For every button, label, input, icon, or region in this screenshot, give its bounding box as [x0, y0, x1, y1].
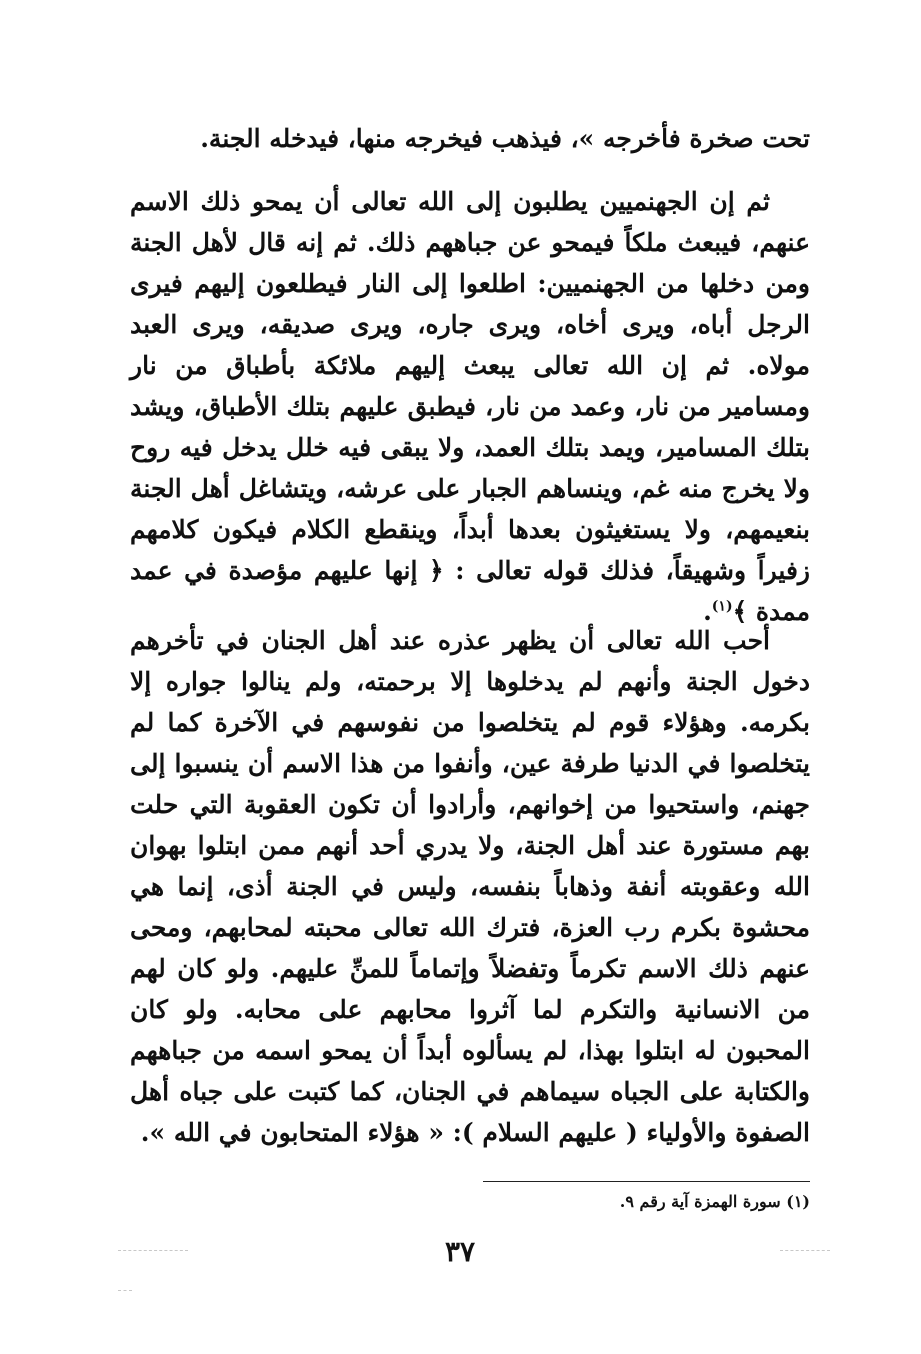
continued-line	[130, 118, 810, 159]
paragraph-1-body: ثم إن الجهنميين يطلبون إلى الله تعالى أن يمحو ذلك الاسم عنهم، فيبعث ملكاً فيمحو عن جباههم ذلك. ثم إنه قال لأهل الجنة ومن دخلها من الجهنميين: اطلعوا إلى النار فيطلعون إليهم فيرى الرجل أباه، ويرى أخاه، ويرى جاره، ويرى صديقه، ويرى العبد مولاه. ثم إن الله تعالى يبعث إليهم ملائكة بأطباق من نار ومسامير من نار، وعمد من نار، فيطبق عليهم بتلك الأطباق، ويشد بتلك المسامير، ويمد بتلك العمد، ولا يبقى فيه خلل يدخل فيه روح ولا يخرج منه غم، وينساهم الجبار على عرشه، ويتشاغل أهل الجنة بنعيمهم، ولا يستغيثون بعدها أبداً، وينقطع الكلام فيكون كلامهم زفيراً وشهيقاً، فذلك قوله تعالى :	[130, 187, 810, 585]
page-number: ٣٧	[444, 1235, 476, 1268]
footnote-divider	[483, 1181, 810, 1182]
paragraph-2-text: أحب الله تعالى أن يظهر عذره عند أهل الجنان في تأخرهم دخول الجنة وأنهم لم يدخلوها إلا برحمته، ولم ينالوا جواره إلا بكرمه. وهؤلاء قوم لم يتخلصوا من نفوسهم في الآخرة كما لم يتخلصوا في الدنيا طرفة عين، وأنفوا من هذا الاسم أن ينسبوا إلى جهنم، واستحيوا من إخوانهم، وأرادوا أن تكون العقوبة التي حلت بهم مستورة عند أهل الجنة، ولا يدري أحد أنهم ممن ابتلوا بهوان الله وعقوبته أنفة وذهاباً بنفسه، وليس في الجنة أذى، إنما هي محشوة بكرم رب العزة، فترك الله تعالى محبته لمحابهم، ومحى عنهم ذلك الاسم تكرماً وتفضلاً وإتماماً للمنِّ عليهم. ولو كان لهم من الانسانية والتكرم لما آثروا محابهم على محابه. ولو كان المحبون له ابتلوا بهذا، لم يسألوه أبداً أن يمحو اسمه من جباههم والكتابة على الجباه سيماهم في الجنان، كما كتبت على جباه أهل الصفوة والأولياء ( عليهم السلام ): « هؤلاء المتحابون في الله ».	[130, 626, 810, 1147]
paragraph-2	[130, 620, 810, 1153]
footnote-marker: (١)	[711, 598, 733, 615]
scan-artifact-bottom	[118, 1290, 132, 1291]
footnote: (١) سورة الهمزة آية رقم ٩.	[619, 1192, 810, 1211]
scan-artifact-left	[118, 1250, 188, 1251]
paragraph-1	[130, 181, 810, 632]
scan-artifact-right	[780, 1250, 830, 1251]
paragraph-1-trailing: .	[703, 597, 712, 626]
paragraph-1-text	[130, 181, 810, 632]
quran-verse: ﴿ إنها عليهم مؤصدة في عمد ممدة ﴾	[130, 556, 810, 626]
continued-line-text: تحت صخرة فأخرجه »، فيذهب فيخرجه منها، فيدخله الجنة.	[200, 124, 810, 153]
